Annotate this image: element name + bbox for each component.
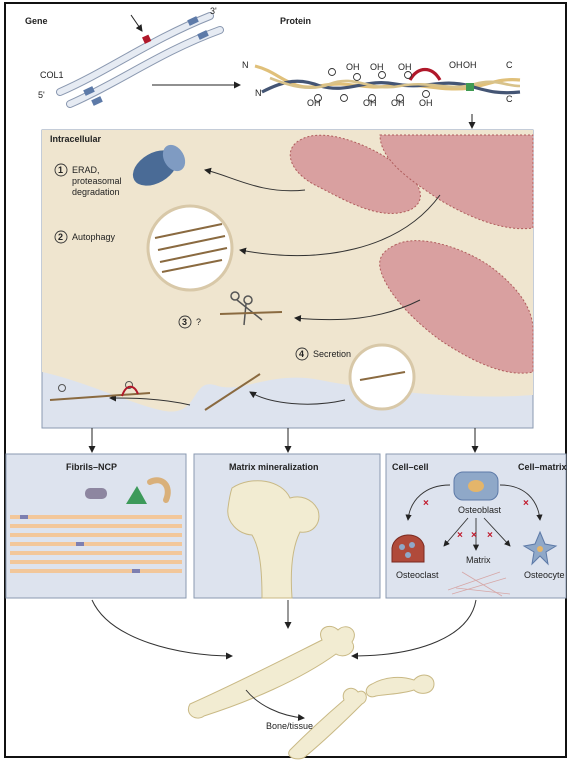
cell-matrix-title: Cell–matrix [518, 462, 567, 472]
protein-c-terminus-bottom: C [506, 94, 513, 104]
osteoblast-label: Osteoblast [458, 505, 502, 515]
svg-text:×: × [523, 498, 529, 509]
gene-title: Gene [25, 16, 48, 26]
long-bone-icon [188, 626, 354, 718]
fibrils-to-bone-arrow [92, 600, 232, 656]
osteoblast-icon [454, 472, 498, 500]
osteoclast-icon [392, 535, 424, 562]
mineralization-title: Matrix mineralization [229, 462, 319, 472]
osteoclast-label: Osteoclast [396, 570, 439, 580]
svg-text:OH: OH [370, 62, 384, 72]
svg-text:?: ? [196, 317, 202, 327]
svg-text:2: 2 [58, 232, 64, 242]
protein-n-terminus-top: N [242, 60, 249, 70]
gene-3prime: 3' [210, 6, 217, 16]
intracellular-title: Intracellular [50, 134, 102, 144]
svg-text:×: × [457, 530, 463, 541]
autophagosome [148, 206, 232, 290]
short-bone-icon [366, 675, 434, 697]
svg-text:OH: OH [463, 60, 477, 70]
mutation-pointer-arrow [131, 15, 142, 31]
svg-text:OH: OH [398, 62, 412, 72]
cell-cell-title: Cell–cell [392, 462, 429, 472]
cells-to-bone-arrow [352, 600, 476, 656]
svg-text:OH: OH [419, 98, 433, 108]
gene-5prime: 5' [38, 90, 45, 100]
svg-text:degradation: degradation [72, 187, 120, 197]
svg-text:OH: OH [346, 62, 360, 72]
svg-text:OH: OH [449, 60, 463, 70]
svg-text:proteasomal: proteasomal [72, 176, 122, 186]
svg-text:×: × [487, 530, 493, 541]
gene-name: COL1 [40, 70, 64, 80]
svg-text:OH: OH [391, 98, 405, 108]
osteocyte-label: Osteocyte [524, 570, 565, 580]
protein-n-terminus-bottom: N [255, 88, 262, 98]
svg-text:Autophagy: Autophagy [72, 232, 116, 242]
svg-text:×: × [423, 498, 429, 509]
svg-text:ERAD,: ERAD, [72, 165, 100, 175]
svg-text:4: 4 [299, 349, 305, 359]
svg-text:3: 3 [182, 317, 188, 327]
procollagen-triple-helix [255, 66, 520, 93]
matrix-label: Matrix [466, 555, 491, 565]
protein-title: Protein [280, 16, 312, 26]
svg-text:OH: OH [363, 98, 377, 108]
svg-text:1: 1 [58, 165, 64, 175]
gene-dna-strands [60, 16, 220, 106]
svg-text:Secretion: Secretion [313, 349, 352, 359]
svg-text:OH: OH [307, 98, 321, 108]
bone-tissue-label: Bone/tissue [266, 721, 314, 731]
svg-text:×: × [471, 530, 477, 541]
protein-c-terminus-top: C [506, 60, 513, 70]
fibrils-title: Fibrils–NCP [66, 462, 118, 472]
